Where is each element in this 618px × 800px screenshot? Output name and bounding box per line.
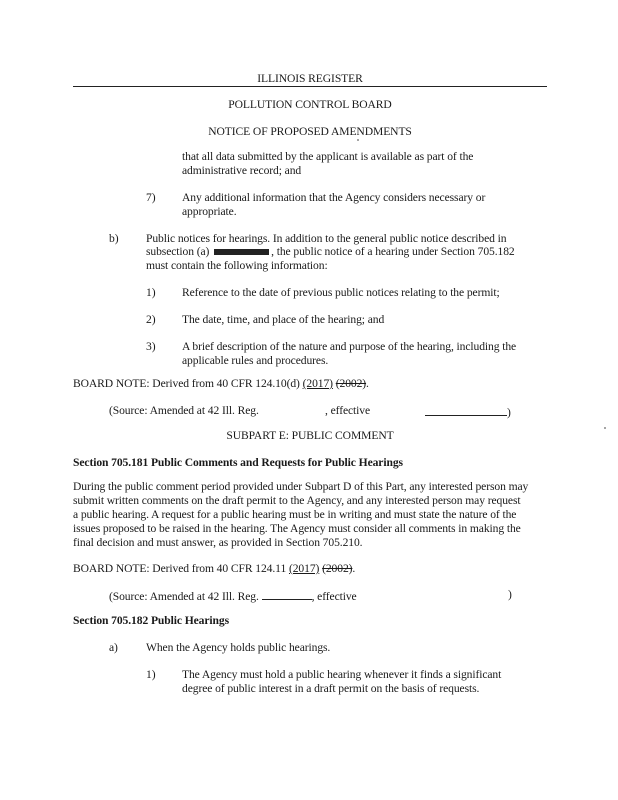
scan-speck (604, 427, 606, 429)
board-note (73, 377, 369, 391)
continuation-line: that all data submitted by the applicant is available as part of the (182, 150, 474, 163)
source-note (109, 588, 357, 604)
item-text: Any additional information that the Agency considers necessary or (182, 191, 486, 204)
paragraph-line: During the public comment period provided under Subpart D of this Part, any interested person may (73, 480, 529, 493)
board-note-period: . (366, 377, 369, 390)
item-number: 1) (146, 286, 156, 299)
item-text: The date, time, and place of the hearing; and (182, 313, 385, 326)
item-number: 1) (146, 668, 156, 681)
subsection-number: b) (109, 232, 119, 245)
source-note-text: (Source: Amended at 42 Ill. Reg. (109, 590, 259, 603)
redaction-mark (214, 249, 269, 255)
subsection-text: must contain the following information: (146, 259, 328, 272)
section-heading: Section 705.181 Public Comments and Requests for Public Hearings (73, 456, 403, 469)
board-note (73, 562, 355, 576)
scan-speck (357, 139, 359, 141)
board-note-period: . (352, 562, 356, 575)
paragraph-line: final decision and must answer, as provided in Section 705.210. (73, 536, 363, 549)
paragraph-line: a public hearing. A request for a public hearing must be in writing and must state the nature of the (73, 508, 517, 521)
register-title: ILLINOIS REGISTER (257, 72, 363, 85)
section-heading: Section 705.182 Public Hearings (73, 614, 229, 627)
subsection-text (146, 245, 515, 259)
paragraph-line: submit written comments on the draft permit to the Agency, and any interested person may request (73, 494, 521, 507)
deleted-year: (2002) (322, 562, 353, 575)
source-close: ) (507, 406, 511, 419)
item-text: applicable rules and procedures. (182, 354, 329, 367)
effective-date-blank (425, 404, 507, 416)
board-note-text: BOARD NOTE: Derived from 40 CFR 124.10(d) (73, 377, 300, 390)
item-text: appropriate. (182, 205, 237, 218)
subsection-text: Public notices for hearings. In addition to the general public notice described in (146, 232, 507, 245)
deleted-year: (2002) (335, 377, 367, 390)
item-number: 3) (146, 340, 156, 353)
subpart-heading: SUBPART E: PUBLIC COMMENT (226, 429, 394, 442)
item-text: degree of public interest in a draft permit on the basis of requests. (182, 682, 480, 695)
subsection-text-cont: , the public notice of a hearing under Section 705.182 (271, 245, 515, 258)
agency-title: POLLUTION CONTROL BOARD (228, 98, 392, 111)
board-note-text: BOARD NOTE: Derived from 40 CFR 124.11 (73, 562, 287, 575)
register-page-blank (262, 588, 312, 600)
source-effective: , effective (311, 590, 357, 603)
source-effective-blank (425, 404, 511, 420)
item-number: 2) (146, 313, 156, 326)
notice-title: NOTICE OF PROPOSED AMENDMENTS (208, 125, 412, 138)
item-text: A brief description of the nature and purpose of the hearing, including the (182, 340, 517, 353)
item-number: 7) (146, 191, 156, 204)
subsection-text: When the Agency holds public hearings. (146, 641, 331, 654)
header-rule (73, 86, 547, 87)
inserted-year: (2017) (302, 377, 333, 390)
item-text: The Agency must hold a public hearing whenever it finds a significant (182, 668, 502, 681)
paragraph-line: issues proposed to be raised in the hearing. The Agency must consider all comments in making the (73, 522, 521, 535)
continuation-line: administrative record; and (182, 164, 302, 177)
subsection-ref: subsection (a) (146, 245, 210, 258)
subsection-number: a) (109, 641, 118, 654)
item-text: Reference to the date of previous public notices relating to the permit; (182, 286, 500, 299)
source-effective: , effective (325, 404, 371, 417)
source-close: ) (508, 588, 512, 601)
source-note: (Source: Amended at 42 Ill. Reg. (109, 404, 259, 417)
inserted-year: (2017) (288, 562, 320, 575)
